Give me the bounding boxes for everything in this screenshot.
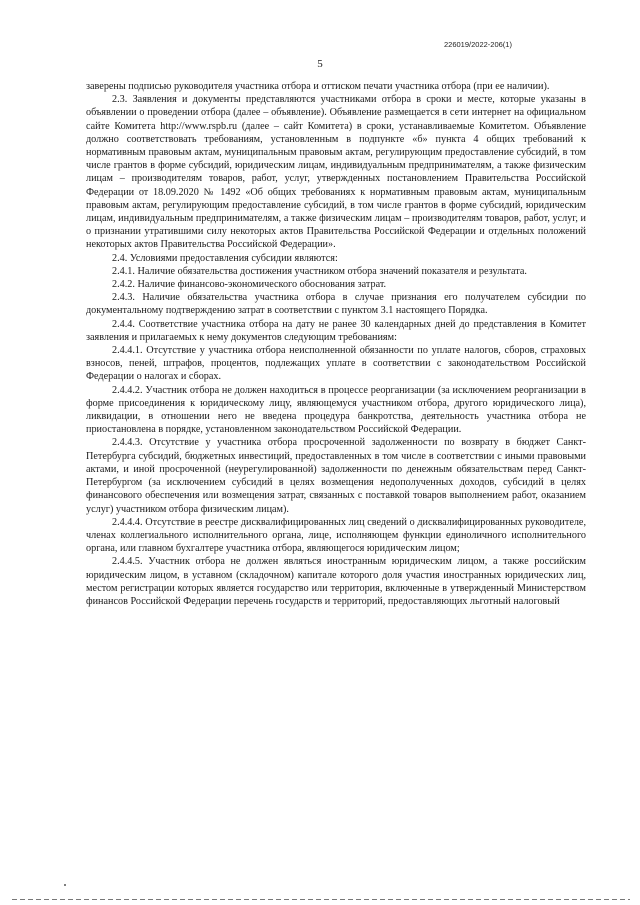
paragraph-2-4-4: 2.4.4. Соответствие участника отбора на дату не ранее 30 календарных дней до представления в Комитет заявления и прилагаемых к нему документов следующим требованиям:	[86, 318, 586, 343]
paragraph-2-4-4-1: 2.4.4.1. Отсутствие у участника отбора неисполненной обязанности по уплате налогов, сборов, страховых взносов, пеней, штрафов, процентов, подлежащих уплате в соответствии с законодательством Российской Федерации о налогах и сборах.	[86, 345, 586, 383]
document-id-stamp: 226019/2022-206(1)	[444, 40, 512, 49]
paragraph-2-4-3: 2.4.3. Наличие обязательства участника отбора в случае признания его получателем субсидии по документальному подтверждению затрат в соответствии с пунктом 3.1 настоящего Порядка.	[86, 292, 586, 317]
scan-edge-line	[12, 899, 630, 900]
paragraph-2-4-2: 2.4.2. Наличие финансово-экономического обоснования затрат.	[112, 279, 387, 291]
paragraph-2-4: 2.4. Условиями предоставления субсидии являются:	[112, 252, 338, 264]
paragraph-2-4-4-4: 2.4.4.4. Отсутствие в реестре дисквалифицированных лиц сведений о дисквалифицированных руководителе, членах коллегиального исполнительного органа, лице, исполняющем функции единоличного исполнительного органа, или главном бухгалтере участника отбора, являющегося юридическим лицом;	[86, 516, 586, 555]
paragraph-2-4-4-5: 2.4.4.5. Участник отбора не должен являться иностранным юридическим лицом, а также российским юридическим лицом, в уставном (складочном) капитале которого доля участия иностранных юридических лиц, местом регистрации которых является государство или территория, включенные в утвержденный Министерством финансов Российской Федерации перечень государств и территорий, предоставляющих льготный налоговый	[86, 556, 586, 607]
document-body	[86, 80, 586, 608]
paragraph-2-4-4-3: 2.4.4.3. Отсутствие у участника отбора просроченной задолженности по возврату в бюджет Санкт-Петербурга субсидий, бюджетных инвестиций, предоставленных в том числе в соответствии с иными правовыми актами, и иной просроченной (неурегулированной) задолженности по денежным обязательствам перед Санкт-Петербургом (за исключением субсидий в целях возмещения недополученных доходов, субсидий в целях финансового обеспечения или возмещения затрат, связанных с поставкой товаров выполнением работ, оказанием услуг) участником отбора физическим лицам).	[86, 437, 586, 515]
paragraph-2-3: 2.3. Заявления и документы представляются участниками отбора в сроки и месте, которые указаны в объявлении о проведении отбора (далее – объявление). Объявление размещается в сети интернет на официальном сайте Комитета http://www.rspb.ru (далее – сайт Комитета) в сроки, устанавливаемые Комитетом. Объявление должно соответствовать требованиям, установленным в подпункте «б» пункта 4 общих требований к нормативным правовым актам, муниципальным правовым актам, регулирующим предоставление субсидий, в том числе грантов в форме субсидий, юридическим лицам, индивидуальным предпринимателям, а также физическим лицам – производителям товаров, работ, услуг, утвержденных постановлением Правительства Российской Федерации от 18.09.2020 № 1492 «Об общих требованиях к нормативным правовым актам, муниципальным правовым актам, регулирующим предоставление субсидий, в том числе грантов в форме субсидий, юридическим лицам, индивидуальным предпринимателям, а также физическим лицам – производителям товаров, работ, услуг, и о признании утратившими силу некоторых актов Правительства Российской Федерации и отдельных положений некоторых актов Правительства Российской Федерации».	[86, 94, 586, 251]
scan-speck	[64, 884, 66, 886]
paragraph-2-4-4-2: 2.4.4.2. Участник отбора не должен находиться в процессе реорганизации (за исключением реорганизации в форме присоединения к юридическому лицу, являющемуся участником отбора, другого юридического лица), ликвидации, в отношении него не введена процедура банкротства, деятельность участника отбора не приостановлена в порядке, установленном законодательством Российской Федерации.	[86, 384, 586, 436]
paragraph-continuation: заверены подписью руководителя участника отбора и оттиском печати участника отбора (при ее наличии).	[86, 81, 550, 92]
paragraph-2-4-1: 2.4.1. Наличие обязательства достижения участником отбора значений показателя и результата.	[112, 265, 527, 277]
page-number: 5	[317, 58, 323, 70]
